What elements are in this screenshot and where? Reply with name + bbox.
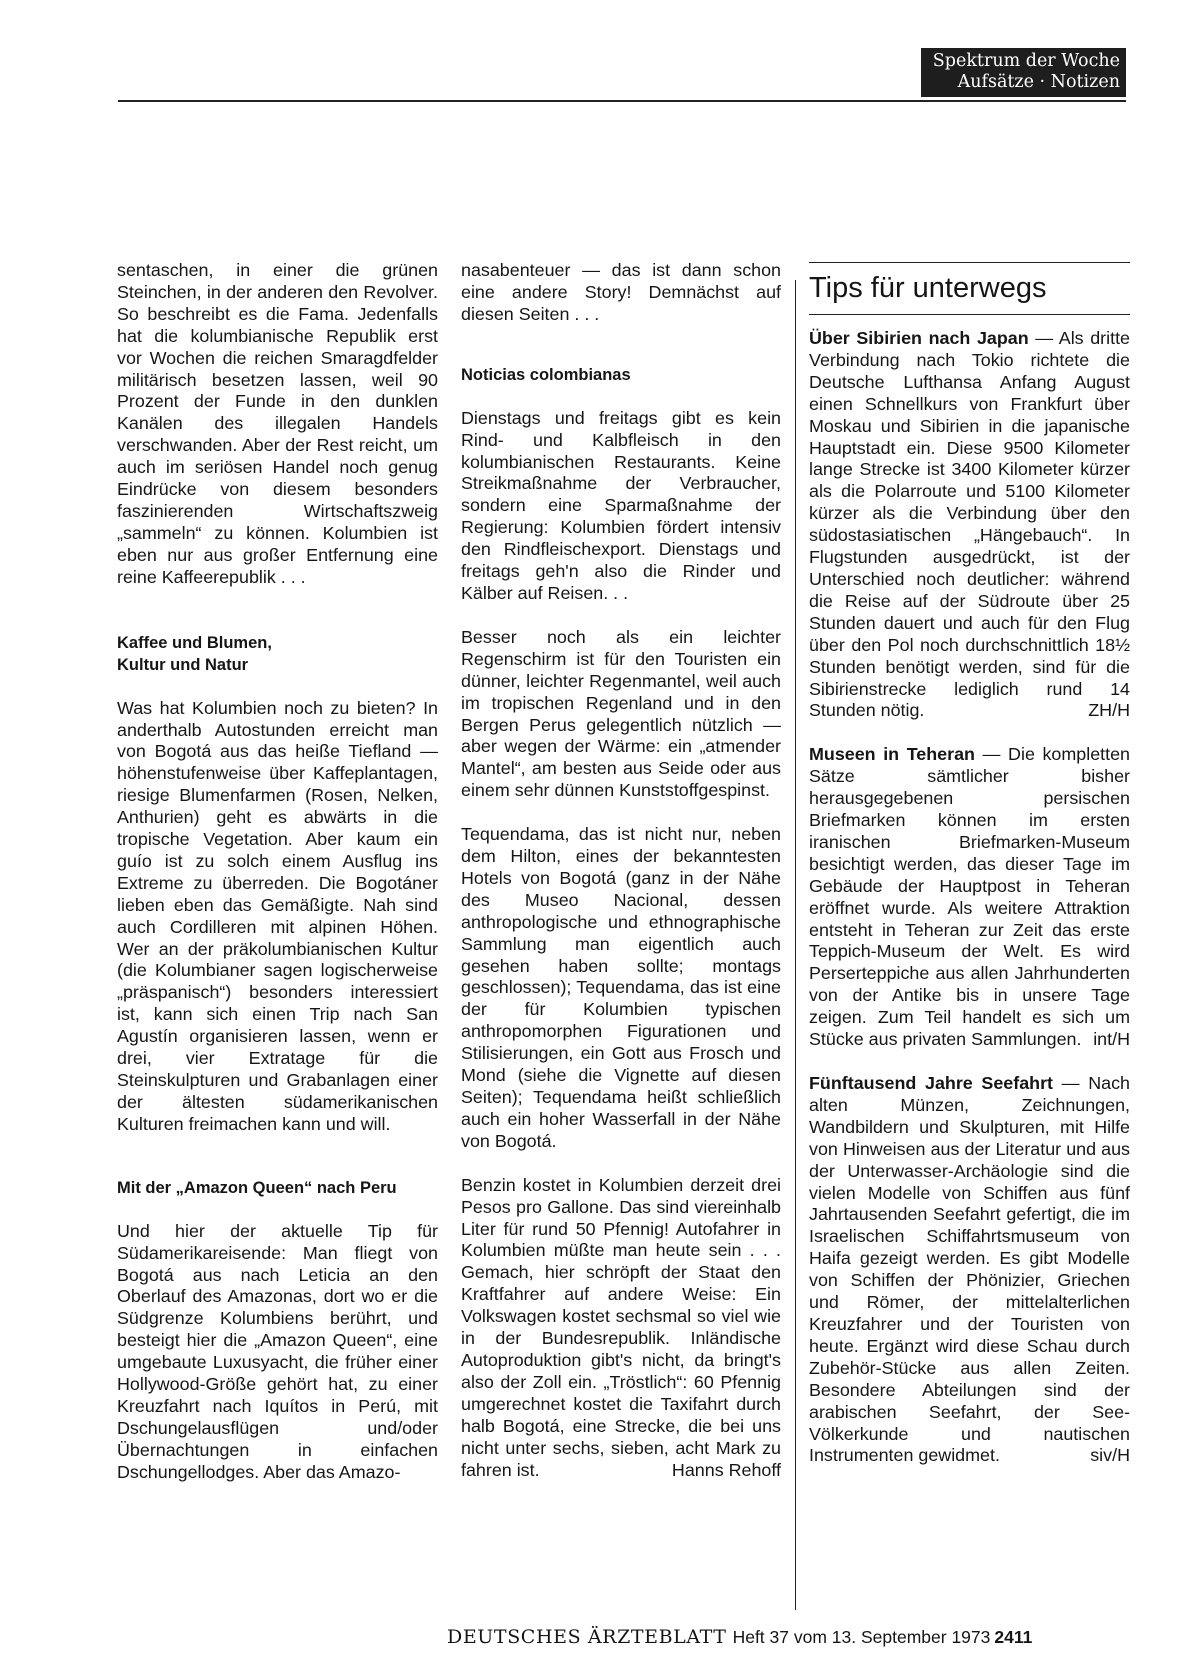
sidebar-item-2-sign: int/H (1093, 1029, 1130, 1050)
page-number: 2411 (994, 1627, 1033, 1647)
sidebar-item-2-lead: Museen in Teheran (809, 744, 975, 765)
column2-paragraph-4: Tequendama, das ist nicht nur, neben dem Hilton, eines der bekanntesten Hotels von Bogotá (ganz in der Nähe des Museo Nacional, dessen anthropologische und ethnographische Sammlung man eigentlich auch gesehen haben sollte; montags geschlossen); Tequendama, das ist eine der für Kolumbien typischen anthropomorphen Figurationen und Stilisierungen, ein Gott aus Frosch und Mond (siehe die Vignette auf diesen Seiten); Tequendama heißt schließlich auch ein hoher Wasserfall in der Nähe von Bogotá. (461, 824, 781, 1151)
column-2 (461, 260, 781, 1481)
column1-heading-1-line1: Kaffee und Blumen, (117, 633, 272, 652)
sidebar-item-3-sign: siv/H (1090, 1445, 1130, 1466)
sidebar-item-3-lead: Fünftausend Jahre Seefahrt (809, 1073, 1053, 1093)
column1-heading-2: Mit der „Amazon Queen“ nach Peru (117, 1178, 397, 1197)
section-header-line1: Spektrum der Woche (932, 51, 1120, 71)
sidebar-item-2 (809, 744, 1130, 1051)
sidebar-item-1 (809, 328, 1130, 722)
header-rule (118, 100, 1126, 102)
sidebar-item-1-sign: ZH/H (1088, 700, 1130, 721)
sidebar-item-1-text: — Als dritte Verbindung nach Tokio richtete die Deutsche Lufthansa Anfang August einen Schnellkurs von Frankfurt über Moskau und Sibirien in die japanische Hauptstadt ein. Diese 9500 Kilometer lange Strecke ist 3400 Kilometer kürzer als die Polarroute und 5100 Kilometer kürzer als die Verbindung über den südostasiatischen „Hängebauch“. In Flugstunden ausgedrückt, ist der Unterschied noch deutlicher: während die Reise auf der Südroute über 25 Stunden dauert und auch für den Flug über den Pol noch durchschnittlich 18½ Stunden benötigt werden, sind für die Sibirienstrecke lediglich rund 14 Stunden nötig. (809, 328, 1130, 721)
column2-heading-1: Noticias colombianas (461, 365, 631, 384)
sidebar-title-rule (809, 314, 1130, 315)
column1-paragraph-2: Was hat Kolumbien noch zu bieten? In anderthalb Autostunden erreicht man von Bogotá aus das heiße Tiefland — höhenstufenweise über Kaffeplantagen, riesige Blumenfarmen (Rosen, Nelken, Anthurien) geht es abwärts in die tropische Vegetation. Aber kaum ein guío ist zu solch einem Ausflug ins Extreme zu überreden. Die Bogotáner lieben eben das Gemäßigte. Nah sind auch Cordilleren mit alpinen Höhen. Wer an der präkolumbianischen Kultur (die Kolumbianer sagen logischerweise „präspanisch“) besonders interessiert ist, kann sich einen Trip nach San Agustín organisieren lassen, wenn er drei, vier Extratage für die Steinskulpturen und Grabanlagen einer der ältesten südamerikanischen Kulturen freimachen kann und will. (117, 697, 438, 1134)
column2-paragraph-5 (461, 1175, 781, 1482)
column2-paragraph-2: Dienstags und freitags gibt es kein Rind- und Kalbfleisch in den kolumbianischen Restaurants. Keine Streikmaßnahme der Verbraucher, sondern eine Sparmaßnahme der Regierung: Kolumbien fördert intensiv den Rindfleischexport. Dienstags und freitags geh'n also die Rinder und Kälber auf Reisen. . . (461, 407, 781, 603)
column1-heading-1-line2: Kultur und Natur (117, 655, 249, 674)
section-header (921, 48, 1126, 97)
column1-paragraph-1: sentaschen, in einer die grünen Steinchen, in der anderen den Revolver. So beschreibt es die Fama. Jedenfalls hat die kolumbianische Republik erst vor Wochen die reichen Smaragdfelder militärisch besetzen lassen, weil 90 Prozent der Funde in den dunklen Kanälen des illegalen Handels verschwanden. Aber der Rest reicht, um auch im seriösen Handel noch genug Eindrücke von diesem besonders faszinierenden Wirtschaftszweig „sammeln“ zu können. Kolumbien ist eben nur aus großer Entfernung eine reine Kaffeerepublik . . . (117, 260, 438, 587)
section-header-line2: Aufsätze · Notizen (957, 72, 1120, 92)
column2-paragraph-1: nasabenteuer — das ist dann schon eine andere Story! Demnächst auf diesen Seiten . . . (461, 260, 781, 324)
sidebar-top-rule (809, 262, 1130, 263)
sidebar-column (809, 328, 1130, 1467)
column1-paragraph-3: Und hier der aktuelle Tip für Südamerikareisende: Man fliegt von Bogotá aus nach Leticia an den Oberlauf des Amazonas, dort wo er die Südgrenze Kolumbiens berührt, und besteigt hier die „Amazon Queen“, eine umgebaute Luxusyacht, die früher einer Hollywood-Größe gehört hat, zu einer Kreuzfahrt nach Iquítos in Perú, mit Dschungelausflügen und/oder Übernachtungen in einfachen Dschungellodges. Aber das Amazo- (117, 1220, 438, 1482)
sidebar-item-1-lead: Über Sibirien nach Japan (809, 328, 1029, 348)
sidebar-title: Tips für unterwegs (809, 272, 1047, 304)
sidebar-item-2-text: — Die kompletten Sätze sämtlicher bisher herausgegebenen persischen Briefmarken können im ersten iranischen Briefmarken-Museum besichtigt werden, das dieser Tage im Gebäude der Hauptpost in Teheran eröffnet wurde. Als weitere Attraktion entsteht in Teheran zur Zeit das erste Teppich-Museum der Welt. Es wird Perserteppiche aus allen Jahrhunderten von der Antike bis in unsere Tage zeigen. Zum Teil handelt es sich um Stücke aus privaten Sammlungen. (809, 744, 1130, 1050)
sidebar-item-3 (809, 1073, 1130, 1467)
column2-paragraph-5-text: Benzin kostet in Kolumbien derzeit drei Pesos pro Gallone. Das sind viereinhalb Liter für rund 50 Pfennig! Autofahrer in Kolumbien müßte man heute sein . . . Gemach, hier schröpft der Staat den Kraftfahrer auf andere Weise: Ein Volkswagen kostet sechsmal so viel wie in der Bundesrepublik. Inländische Autoproduktion gibt's nicht, da bringt's also der Zoll ein. „Tröstlich“: 60 Pfennig umgerechnet kostet die Taxifahrt durch halb Bogotá, eine Strecke, die bei uns nicht unter sechs, sieben, acht Mark zu fahren ist. (461, 1174, 781, 1480)
page-footer (447, 1626, 1032, 1648)
author-signature: Hanns Rehoff (671, 1459, 781, 1480)
column1-heading-1 (117, 632, 438, 676)
sidebar-item-3-text: — Nach alten Münzen, Zeichnungen, Wandbildern und Skulpturen, mit Hilfe von Hinweisen aus der Literatur und aus der Unterwasser-Archäologie sind die vielen Modelle von Schiffen aus fünf Jahrtausenden Seefahrt gefertigt, die im Israelischen Schiffahrtsmuseum von Haifa gezeigt werden. Es gibt Modelle von Schiffen der Phönizier, Griechen und Römer, der mittelalterlichen Kreuzfahrer und der Touristen von heute. Ergänzt wird diese Schau durch Zubehör-Stücke aus allen Zeiten. Besondere Abteilungen sind der arabischen Seefahrt, der See-Völkerkunde und nautischen Instrumenten gewidmet. (809, 1073, 1130, 1466)
column-1 (117, 260, 438, 1484)
column-divider (795, 280, 796, 1610)
journal-name: DEUTSCHES ÄRZTEBLATT (447, 1626, 727, 1648)
column2-paragraph-3: Besser noch als ein leichter Regenschirm ist für den Touristen ein dünner, leichter Regenmantel, weil auch im tropischen Regenland und in den Bergen Perus gelegentlich nützlich — aber wegen der Wärme: ein „atmender Mantel“, am besten aus Seide oder aus einem sehr dünnen Kunststoffgespinst. (461, 626, 781, 801)
issue-info: Heft 37 vom 13. September 1973 (732, 1627, 991, 1647)
